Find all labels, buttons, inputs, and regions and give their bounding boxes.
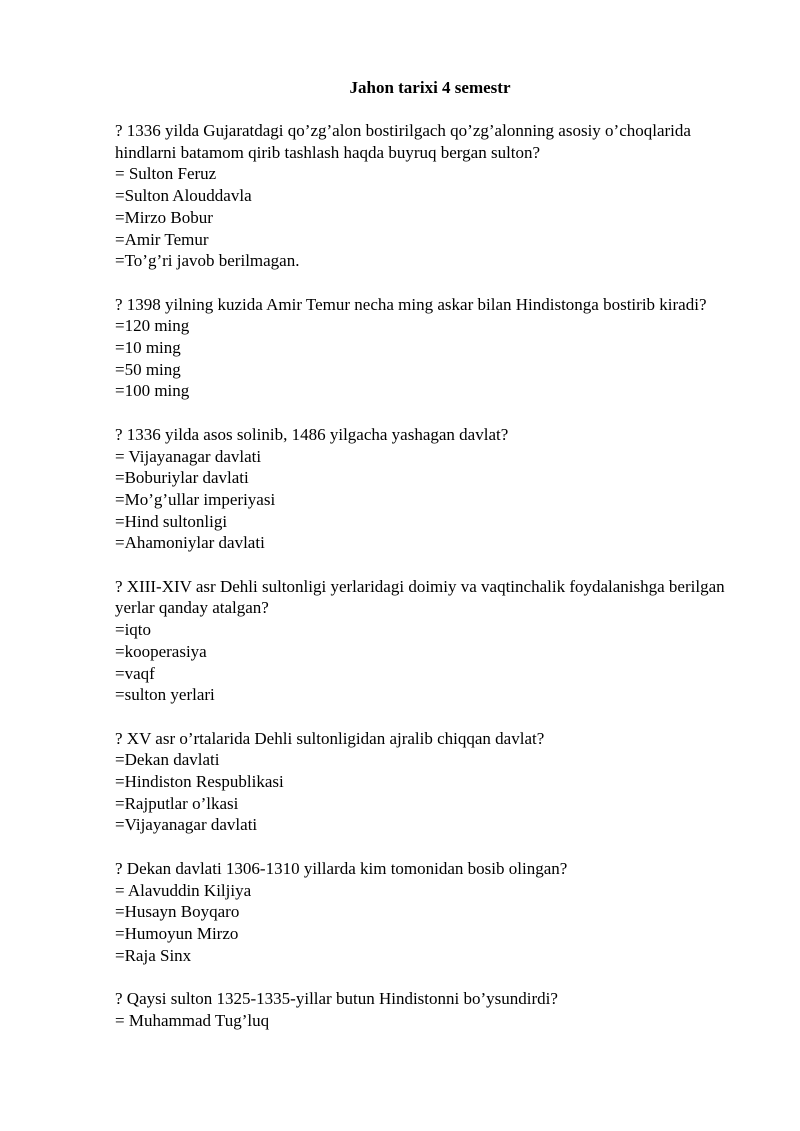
answer-option: =Raja Sinx	[115, 945, 192, 965]
answer-list	[115, 446, 735, 555]
answer-option: =Dekan davlati	[115, 750, 220, 770]
answer-option: = Alavuddin Kiljiya	[115, 880, 252, 900]
document-body	[115, 120, 735, 1053]
answer-option: =Boburiylar davlati	[115, 468, 249, 488]
answer-option: =sulton yerlari	[115, 685, 215, 705]
answer-list	[115, 1010, 735, 1032]
answer-option: =Rajputlar o’lkasi	[115, 793, 239, 813]
answer-option: =Husayn Boyqaro	[115, 902, 240, 922]
answer-option: = Sulton Feruz	[115, 164, 217, 184]
question-block-7	[115, 988, 735, 1031]
question-text: ? 1336 yilda Gujaratdagi qo’zg’alon bostirilgach qo’zg’alonning asosiy o’choqlarida hindlarni batamom qirib tashlash haqda buyruq bergan sulton?	[115, 121, 691, 162]
answer-list	[115, 880, 735, 967]
question-text: ? 1336 yilda asos solinib, 1486 yilgacha yashagan davlat?	[115, 424, 509, 444]
answer-option: =50 ming	[115, 359, 181, 379]
question-text: ? XIII-XIV asr Dehli sultonligi yerlaridagi doimiy va vaqtinchalik foydalanishga berilgan yerlar qanday atalgan?	[115, 576, 725, 618]
answer-option: =Mirzo Bobur	[115, 207, 213, 227]
answer-option: =iqto	[115, 620, 152, 640]
question-text: ? 1398 yilning kuzida Amir Temur necha ming askar bilan Hindistonga bostirib kiradi?	[115, 294, 707, 314]
answer-option: =Hind sultonligi	[115, 511, 228, 531]
answer-option: =To’g’ri javob berilmagan.	[115, 251, 300, 271]
question-block-3	[115, 424, 735, 554]
answer-option: =10 ming	[115, 338, 181, 358]
answer-option: = Muhammad Tug’luq	[115, 1010, 270, 1030]
answer-option: =Ahamoniylar davlati	[115, 533, 265, 553]
answer-option: =Mo’g’ullar imperiyasi	[115, 489, 276, 509]
question-text: ? Qaysi sulton 1325-1335-yillar butun Hindistonni bo’ysundirdi?	[115, 989, 558, 1009]
answer-option: =120 ming	[115, 316, 190, 336]
question-block-4	[115, 576, 735, 706]
question-block-2	[115, 294, 735, 403]
answer-option: =Humoyun Mirzo	[115, 923, 239, 943]
answer-option: =100 ming	[115, 381, 190, 401]
document-title: Jahon tarixi 4 semestr	[349, 78, 511, 97]
answer-option: =Sulton Alouddavla	[115, 186, 252, 206]
answer-list	[115, 163, 735, 272]
answer-option: = Vijayanagar davlati	[115, 446, 262, 466]
question-block-6	[115, 858, 735, 967]
answer-option: =vaqf	[115, 663, 155, 683]
answer-list	[115, 749, 735, 836]
answer-option: =kooperasiya	[115, 641, 207, 661]
question-block-5	[115, 728, 735, 837]
question-text: ? XV asr o’rtalarida Dehli sultonligidan ajralib chiqqan davlat?	[115, 728, 545, 748]
answer-option: =Vijayanagar davlati	[115, 815, 258, 835]
answer-option: =Hindiston Respublikasi	[115, 772, 284, 792]
question-block-1	[115, 120, 735, 272]
answer-option: =Amir Temur	[115, 229, 209, 249]
question-text: ? Dekan davlati 1306-1310 yillarda kim tomonidan bosib olingan?	[115, 858, 568, 878]
answer-list	[115, 619, 735, 706]
answer-list	[115, 315, 735, 402]
